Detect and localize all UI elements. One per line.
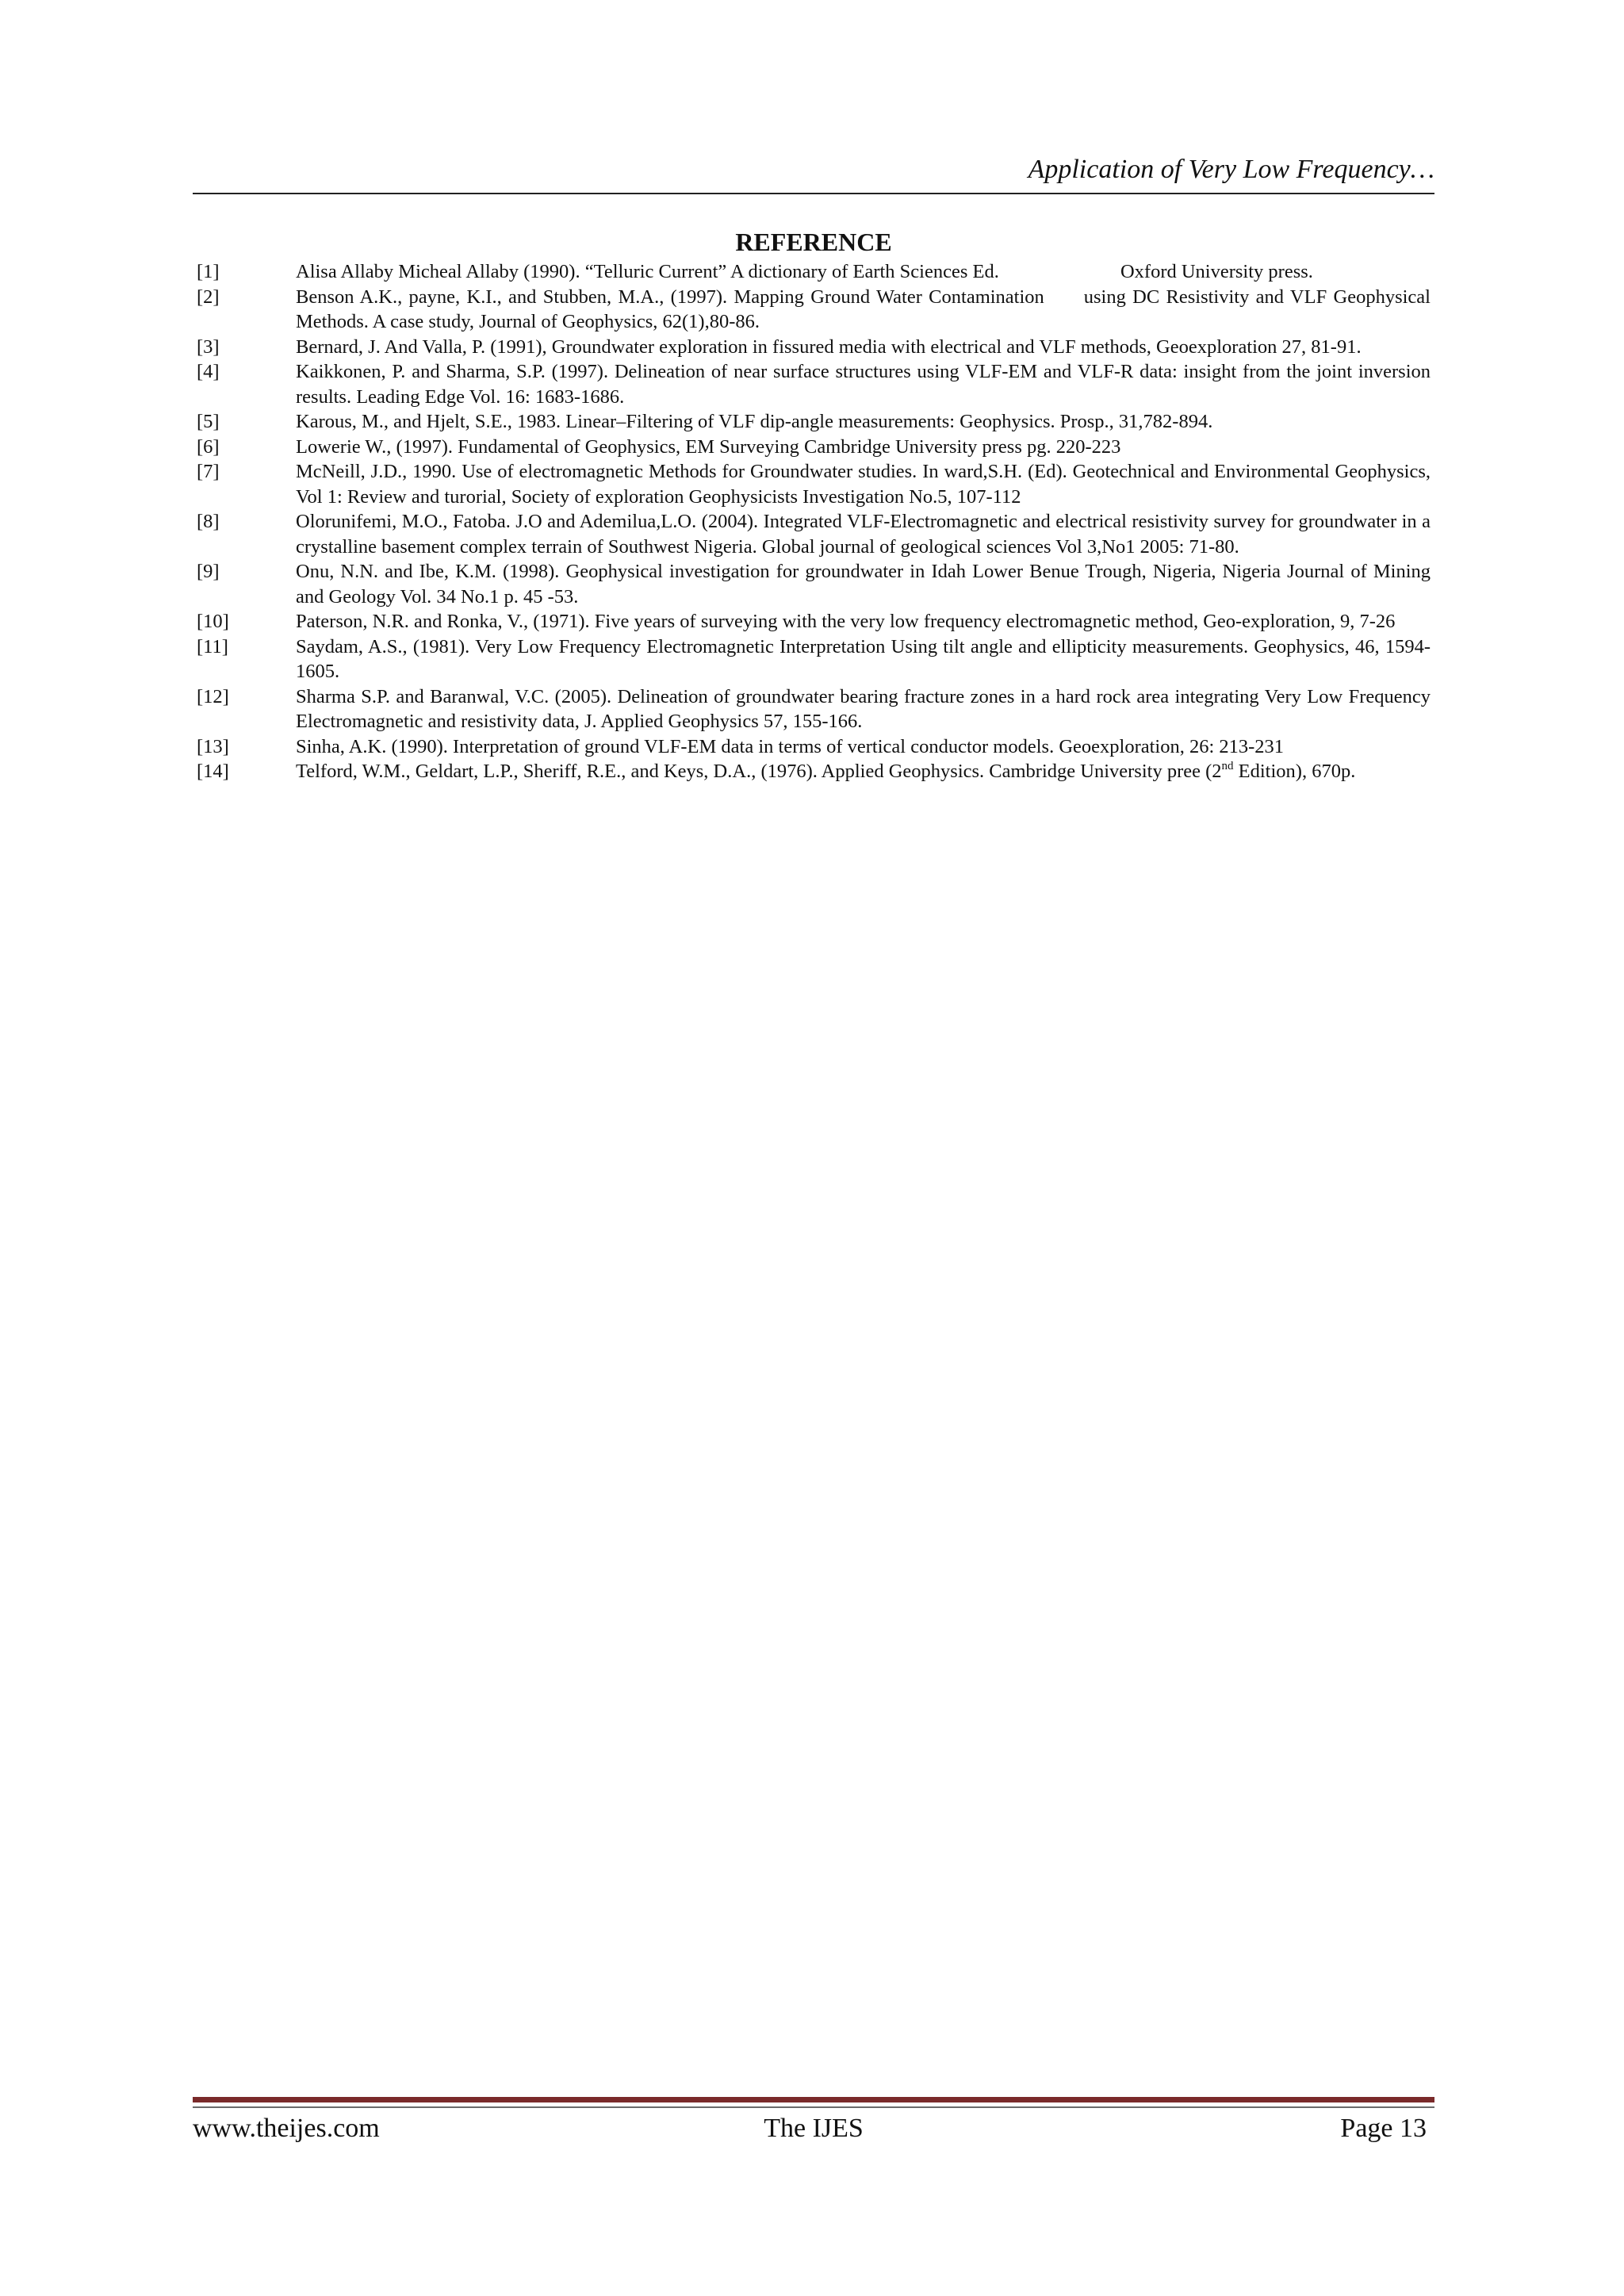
header-rule <box>193 193 1434 194</box>
reference-text <box>296 759 1431 784</box>
reference-text: Bernard, J. And Valla, P. (1991), Groundwater exploration in fissured media with electrical and VLF methods, Geoexploration 27, 81-91. <box>296 335 1362 358</box>
reference-item <box>193 634 1431 684</box>
reference-text: Olorunifemi, M.O., Fatoba. J.O and Ademilua,L.O. (2004). Integrated VLF-Electromagnetic and electrical resistivity survey for groundwater in a crystalline basement complex terrain of Southwest Nigeria. Global journal of geological sciences Vol 3,No1 2005: 71-80. <box>296 511 1431 558</box>
reference-item <box>193 409 1431 435</box>
footer-page-number: Page 13 <box>1340 2114 1427 2143</box>
reference-text: Kaikkonen, P. and Sharma, S.P. (1997). Delineation of near surface structures using VLF-EM and VLF-R data: insight from the joint inversion results. Leading Edge Vol. 16: 1683-1686. <box>296 361 1431 408</box>
reference-text: Karous, M., and Hjelt, S.E., 1983. Linear–Filtering of VLF dip-angle measurements: Geophysics. Prosp., 31,782-894. <box>296 411 1213 432</box>
reference-number: [7] <box>197 461 220 482</box>
reference-item <box>193 559 1431 609</box>
reference-text: McNeill, J.D., 1990. Use of electromagnetic Methods for Groundwater studies. In ward,S.H. (Ed). Geotechnical and Environmental Geophysics, Vol 1: Review and turorial, Society of exploration Geophysicists Investigation No.5, 107-112 <box>296 461 1431 508</box>
reference-number: [9] <box>197 561 220 582</box>
footer-accent-bar <box>193 2097 1434 2102</box>
footer-rule <box>193 2106 1434 2108</box>
reference-item <box>193 435 1431 460</box>
reference-item <box>193 285 1436 335</box>
footer-journal: The IJES <box>764 2114 864 2143</box>
reference-item <box>193 609 1431 634</box>
page-footer <box>193 2113 1434 2145</box>
footer-website: www.theijes.com <box>193 2114 380 2143</box>
running-header: Application of Very Low Frequency… <box>1028 155 1434 184</box>
reference-text: Sharma S.P. and Baranwal, V.C. (2005). Delineation of groundwater bearing fracture zones in a hard rock area integrating Very Low Frequency Electromagnetic and resistivity data, J. Applied Geophysics 57, 155-166. <box>296 685 1431 732</box>
reference-text: Benson A.K., payne, K.I., and Stubben, M.A., (1997). Mapping Ground Water Contamination using DC Resistivity and VLF Geophysical Methods. A case study, Journal of Geophysics, 62(1),80-86. <box>296 286 1436 332</box>
reference-text: Saydam, A.S., (1981). Very Low Frequency Electromagnetic Interpretation Using tilt angle and ellipticity measurements. Geophysics, 46, 1594-1605. <box>296 635 1431 682</box>
reference-number: [4] <box>197 361 220 382</box>
reference-text-part: Telford, W.M., Geldart, L.P., Sheriff, R.E., and Keys, D.A., (1976). Applied Geophysics. Cambridge University pree (2 <box>296 761 1222 782</box>
reference-text: Paterson, N.R. and Ronka, V., (1971). Five years of surveying with the very low frequency electromagnetic method, Geo-exploration, 9, 7-26 <box>296 611 1396 632</box>
reference-number: [2] <box>197 286 220 308</box>
reference-number: [5] <box>197 411 220 432</box>
reference-number: [12] <box>197 685 229 707</box>
reference-number: [13] <box>197 735 229 757</box>
reference-item <box>193 335 1431 360</box>
reference-list <box>193 259 1436 784</box>
reference-item <box>193 759 1431 784</box>
reference-text-part: Edition), 670p. <box>1233 761 1356 782</box>
reference-text: Onu, N.N. and Ibe, K.M. (1998). Geophysical investigation for groundwater in Idah Lower Benue Trough, Nigeria, Nigeria Journal of Mining and Geology Vol. 34 No.1 p. 45 -53. <box>296 561 1431 608</box>
reference-item <box>193 359 1431 409</box>
reference-number: [6] <box>197 435 220 458</box>
reference-item <box>193 684 1431 734</box>
reference-number: [10] <box>197 611 229 632</box>
reference-item <box>193 509 1431 559</box>
reference-text: Lowerie W., (1997). Fundamental of Geophysics, EM Surveying Cambridge University press pg. 220-223 <box>296 435 1121 458</box>
section-title: REFERENCE <box>735 228 892 256</box>
reference-number: [3] <box>197 335 220 358</box>
reference-number: [11] <box>197 635 228 657</box>
reference-text: Sinha, A.K. (1990). Interpretation of ground VLF-EM data in terms of vertical conductor models. Geoexploration, 26: 213-231 <box>296 735 1285 757</box>
reference-item <box>193 734 1431 760</box>
reference-item <box>193 459 1431 509</box>
reference-number: [8] <box>197 511 220 532</box>
ordinal-superscript: nd <box>1221 760 1234 772</box>
reference-number: [1] <box>197 261 220 282</box>
reference-item <box>193 259 1431 285</box>
reference-number: [14] <box>197 761 229 782</box>
reference-text: Alisa Allaby Micheal Allaby (1990). “Telluric Current” A dictionary of Earth Sciences Ed. Oxford University press. <box>296 261 1313 282</box>
